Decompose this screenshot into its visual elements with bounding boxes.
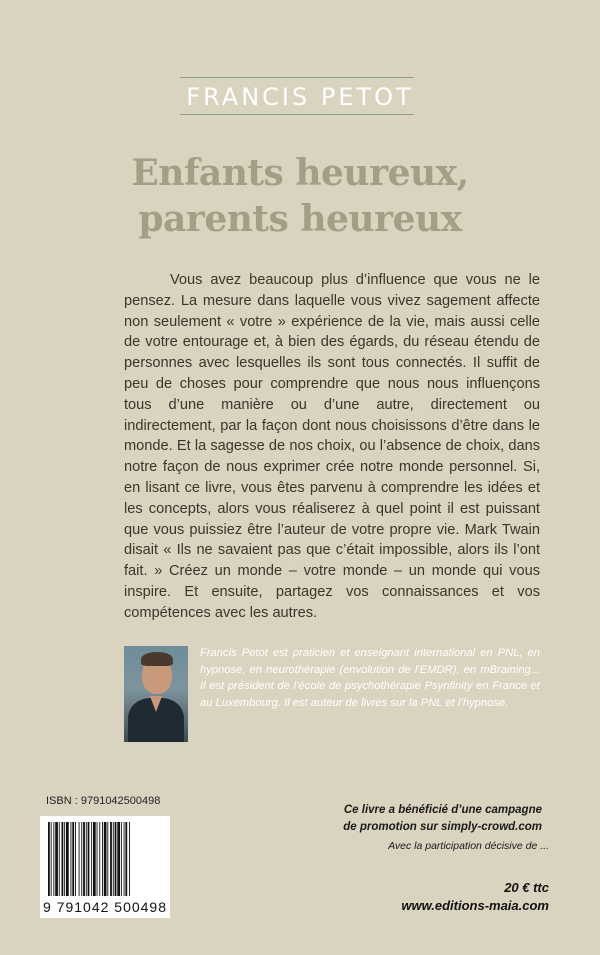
barcode-bar — [97, 822, 98, 896]
bottom-rule — [180, 114, 414, 115]
barcode-bar — [117, 822, 120, 896]
barcode-bar — [64, 822, 65, 896]
book-title-line-1: Enfants heureux, — [131, 152, 469, 194]
isbn-label: ISBN : 9791042500498 — [46, 795, 161, 807]
barcode-bar — [51, 822, 52, 896]
barcode-bar — [83, 822, 85, 896]
barcode-bar — [55, 822, 58, 896]
barcode-bar — [91, 822, 92, 896]
barcode-bar — [93, 822, 96, 896]
price: 20 € ttc — [504, 880, 549, 895]
top-rule — [180, 77, 414, 78]
author-name: FRANCIS PETOT — [186, 83, 414, 111]
back-cover-blurb: Vous avez beaucoup plus d’influence que vous ne le pensez. La mesure dans laquelle vous vivez sagement affecte non seulement « votre » expérience de la vie, mais aussi celle de votre entourage et, à bien des égards, du réseau étendu de personnes avec lesquelles ils sont tous connectés. Il suffit de peu de choses pour comprendre que nous nous influençons tous d’une manière ou d’une autre, directement ou indirectement, par la façon dont nous choisissons d’être dans le monde. Et la sagesse de nos choix, ou l’absence de choix, dans notre façon de nous exprimer crée notre monde personnel. Si, en lisant ce livre, vous êtes parvenu à comprendre les idées et les concepts, alors vous réaliserez à quel point il est puissant que vous puissiez être l’auteur de votre propre vie. Mark Twain disait « Ils ne savaient pas que c’était impossible, alors ils l’ont fait. » Créez un monde – votre monde – un monde qui vous inspire. Et ensuite, partagez vos connaissances et vos compétences avec les autres. — [124, 272, 540, 621]
promo-notice — [320, 802, 542, 836]
barcode-bar — [102, 822, 103, 896]
barcode-bar — [79, 822, 80, 896]
barcode-bar — [121, 822, 122, 896]
barcode-bar — [88, 822, 90, 896]
barcode-bar — [125, 822, 127, 896]
barcode-bar — [75, 822, 76, 896]
barcode-bar — [129, 822, 130, 896]
barcode-bars — [48, 822, 162, 896]
barcode-bar — [107, 822, 108, 896]
barcode-bar — [104, 822, 107, 896]
barcode-bar — [62, 822, 64, 896]
publisher-website: www.editions-maia.com — [401, 898, 549, 913]
barcode-bar — [72, 822, 74, 896]
barcode-bar — [59, 822, 60, 896]
barcode-bar — [48, 822, 50, 896]
barcode-bar — [86, 822, 87, 896]
barcode-bar — [53, 822, 54, 896]
barcode-bar — [110, 822, 112, 896]
promo-line-2: de promotion sur simply-crowd.com — [343, 821, 542, 833]
barcode-bar — [99, 822, 100, 896]
book-title-line-2: parents heureux — [138, 198, 462, 240]
author-photo — [124, 646, 188, 742]
barcode-number: 9 791042 500498 — [43, 899, 167, 915]
promo-line-1: Ce livre a bénéficié d’une campagne — [343, 804, 542, 816]
barcode-bar — [124, 822, 125, 896]
author-bio: Francis Petot est praticien et enseignant international en PNL, en hypnose, en neurothérapie (envolution de l’EMDR), en mBraining... Il est président de l’école de psychothérapie Psynfinity en France et au Luxembourg. Il est auteur de livres sur la PNL et l’hypnose. — [200, 647, 540, 709]
book-title — [0, 150, 600, 242]
barcode-bar — [71, 822, 72, 896]
barcode-bar — [113, 822, 114, 896]
barcode-bar — [81, 822, 82, 896]
isbn-barcode — [40, 816, 170, 918]
partner-notice: Avec la participation décisive de ... — [388, 840, 549, 852]
barcode-bar — [66, 822, 69, 896]
barcode-bar — [115, 822, 117, 896]
